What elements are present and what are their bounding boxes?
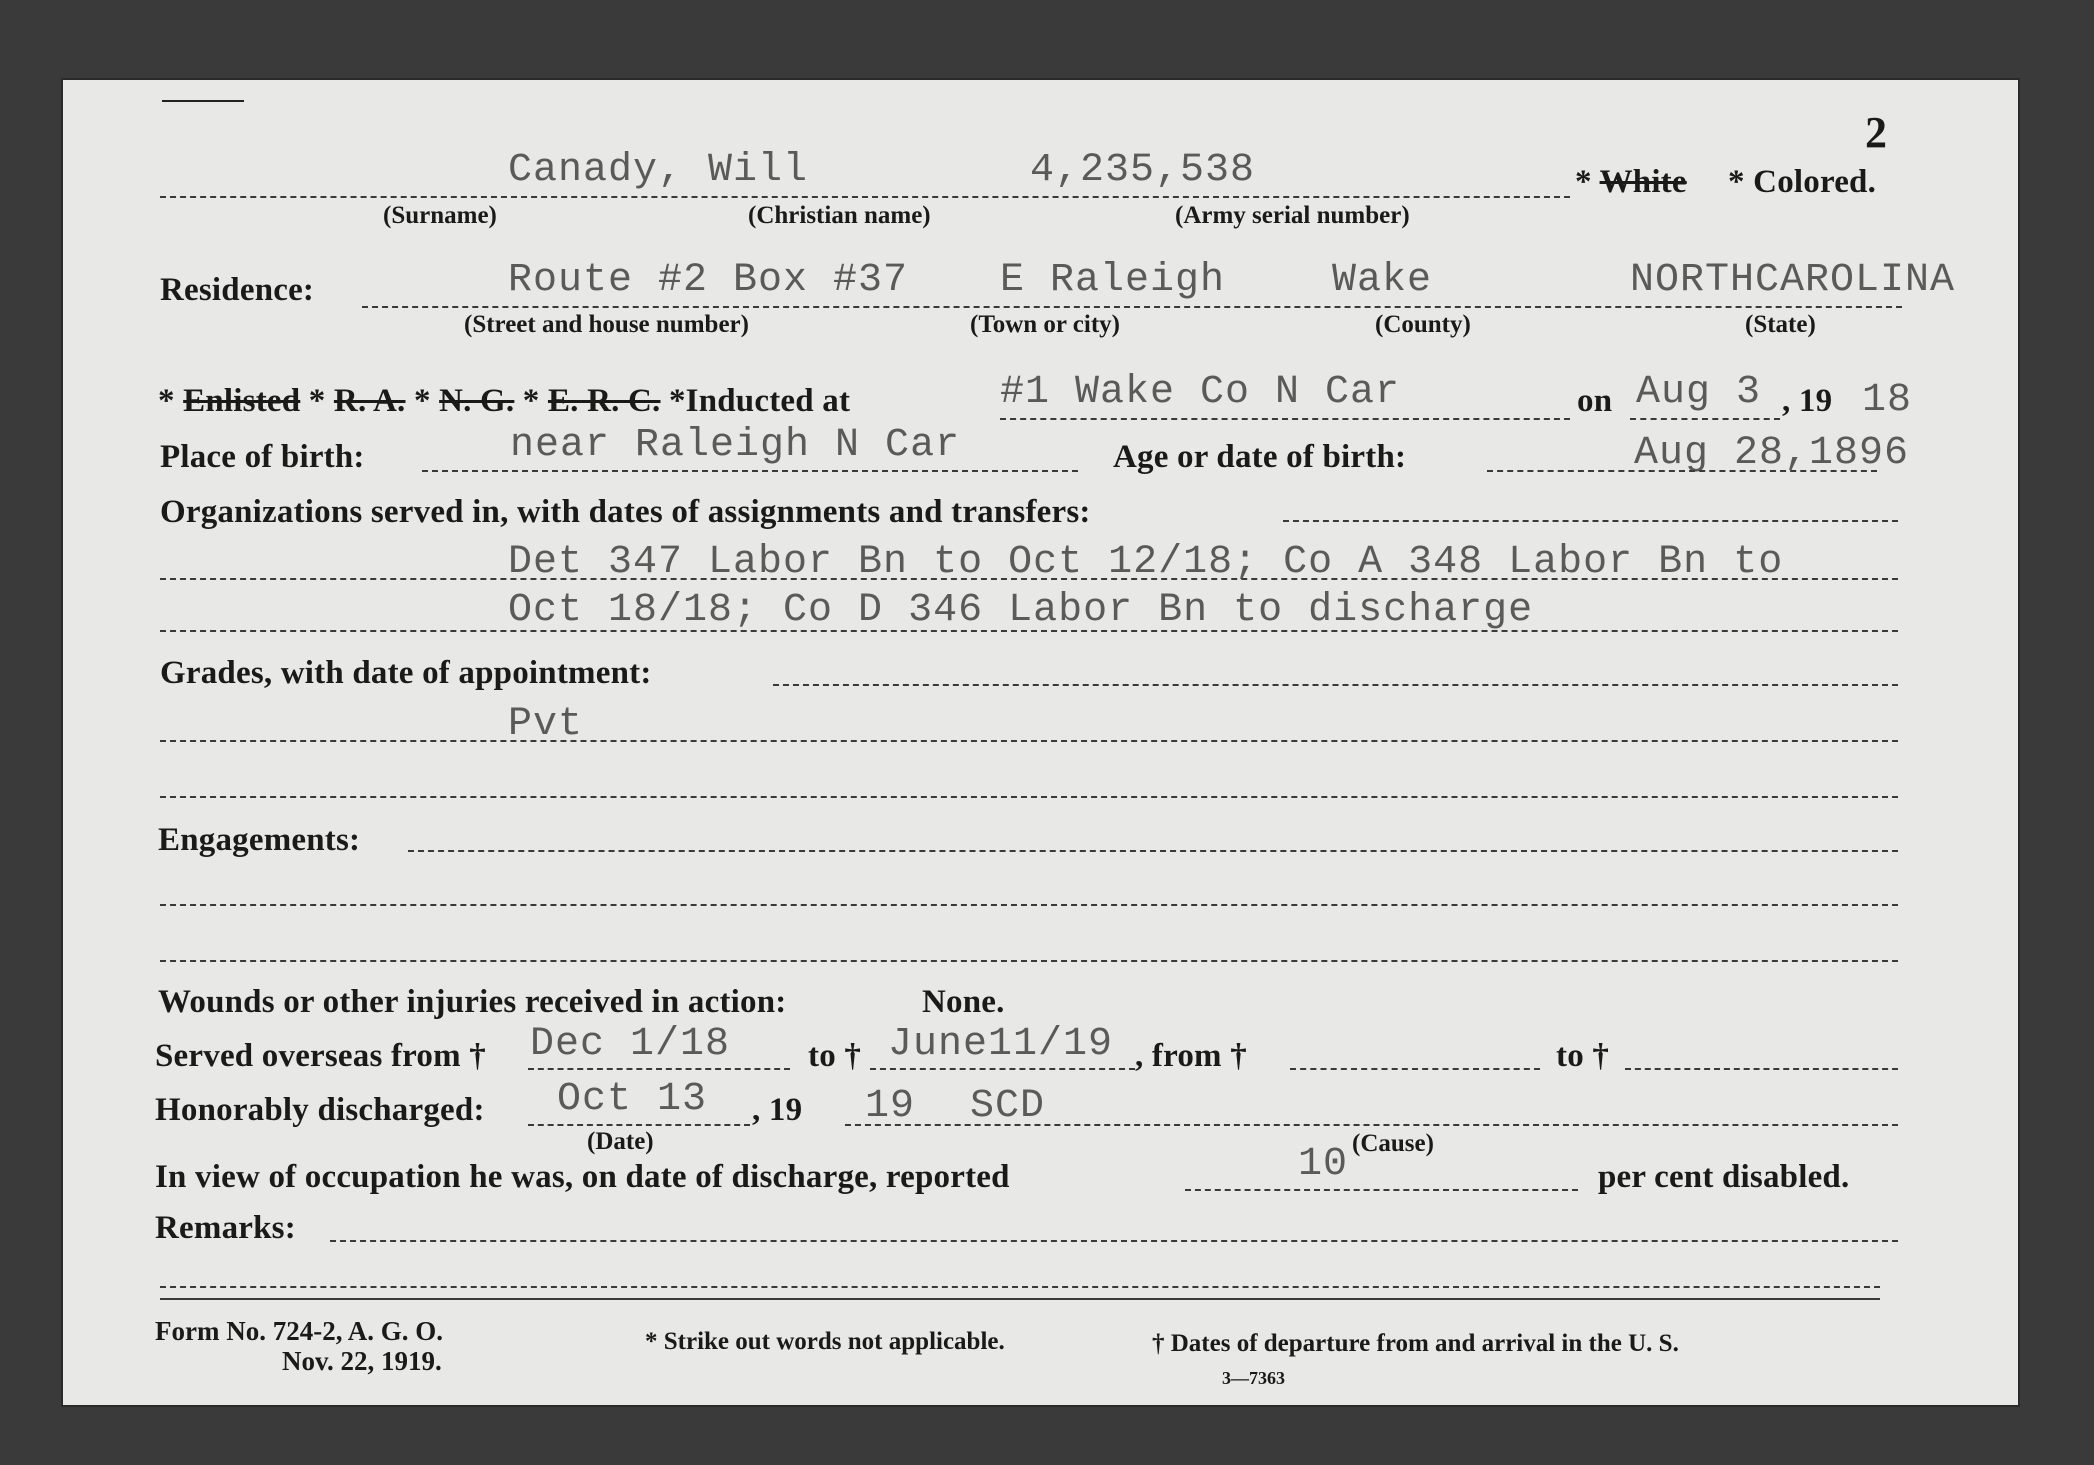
engagements-rule-1	[408, 850, 1898, 852]
street-caption: (Street and house number)	[464, 311, 749, 338]
discharge-date-caption: (Date)	[587, 1128, 654, 1155]
footer-divider	[160, 1298, 1880, 1300]
surname-caption: (Surname)	[383, 202, 497, 229]
disability-rule	[1185, 1189, 1578, 1191]
disability-suffix: per cent disabled.	[1598, 1159, 1850, 1195]
grade-value: Pvt	[508, 702, 584, 747]
town-caption: (Town or city)	[970, 311, 1120, 338]
engagements-label: Engagements:	[158, 822, 361, 858]
date-of-birth-rule	[1487, 470, 1877, 472]
corner-rule	[162, 100, 244, 102]
residence-label: Residence:	[160, 272, 315, 308]
inducted-at-rule	[1000, 418, 1570, 420]
christian-name-caption: (Christian name)	[748, 202, 931, 229]
organizations-line-2: Oct 18/18; Co D 346 Labor Bn to discharge	[508, 588, 1534, 633]
serial-number-value: 4,235,538	[1030, 148, 1256, 193]
race-colored-option: * Colored.	[1728, 164, 1877, 200]
date-of-birth-value: Aug 28,1896	[1634, 431, 1910, 476]
wounds-value: None.	[922, 984, 1005, 1020]
discharge-cause-value: SCD	[970, 1084, 1046, 1129]
residence-street-value: Route #2 Box #37	[508, 258, 909, 303]
residence-rule	[362, 306, 1902, 308]
name-rule	[160, 196, 1570, 198]
page-number: 2	[1865, 108, 1887, 157]
overseas-to-2-label: to †	[1556, 1038, 1610, 1074]
grades-label: Grades, with date of appointment:	[160, 655, 652, 691]
grades-rule-3	[160, 796, 1898, 798]
date-of-birth-label: Age or date of birth:	[1113, 439, 1407, 475]
wounds-label: Wounds or other injuries received in action:	[158, 984, 787, 1020]
inducted-year-prefix: , 19	[1782, 383, 1833, 419]
overseas-from-1-rule	[528, 1068, 790, 1070]
grades-rule-1	[773, 684, 1898, 686]
inducted-at-value: #1 Wake Co N Car	[1000, 370, 1401, 415]
residence-state-value: NORTHCAROLINA	[1630, 258, 1956, 303]
overseas-to-1-rule	[870, 1068, 1135, 1070]
place-of-birth-value: near Raleigh N Car	[510, 423, 961, 468]
honorably-discharged-label: Honorably discharged:	[155, 1092, 485, 1128]
engagements-rule-3	[160, 960, 1898, 962]
residence-town-value: E Raleigh	[1000, 258, 1226, 303]
inducted-on-rule	[1630, 418, 1780, 420]
served-overseas-label: Served overseas from †	[155, 1038, 486, 1074]
grades-rule-2	[160, 740, 1898, 742]
remarks-label: Remarks:	[155, 1210, 296, 1246]
remarks-rule-2	[160, 1286, 1880, 1288]
disability-label: In view of occupation he was, on date of discharge, reported	[155, 1159, 1010, 1195]
organizations-line-1: Det 347 Labor Bn to Oct 12/18; Co A 348 Labor Bn to	[508, 540, 1784, 585]
organizations-rule-1	[1283, 520, 1898, 522]
overseas-from-2-rule	[1290, 1068, 1540, 1070]
print-code: 3—7363	[1222, 1368, 1285, 1388]
inducted-on-label: on	[1577, 383, 1613, 419]
enlistment-type-line: * Enlisted * R. A. * N. G. * E. R. C. *Inducted at	[158, 383, 851, 419]
overseas-to-1-value: June11/19	[888, 1022, 1114, 1067]
organizations-rule-2	[160, 578, 1898, 580]
strike-out-note: * Strike out words not applicable.	[645, 1328, 1005, 1355]
remarks-rule-1	[330, 1240, 1898, 1242]
discharge-cause-rule	[845, 1124, 1898, 1126]
overseas-to-2-rule	[1625, 1068, 1898, 1070]
state-caption: (State)	[1745, 311, 1816, 338]
discharge-year-value: 19	[865, 1084, 916, 1129]
overseas-from-2-label: , from †	[1135, 1038, 1247, 1074]
discharge-year-prefix: , 19	[752, 1092, 803, 1128]
form-number: Form No. 724-2, A. G. O.	[155, 1316, 443, 1346]
overseas-to-1-label: to †	[808, 1038, 862, 1074]
place-of-birth-rule	[422, 470, 1078, 472]
surname-value: Canady, Will	[508, 148, 809, 193]
race-white-option: * White	[1575, 164, 1687, 200]
inducted-on-value: Aug 3	[1636, 370, 1762, 415]
discharge-date-value: Oct 13	[557, 1077, 708, 1122]
discharge-date-rule	[528, 1124, 750, 1126]
discharge-cause-caption: (Cause)	[1352, 1130, 1434, 1157]
inducted-year-value: 18	[1862, 378, 1913, 423]
residence-county-value: Wake	[1332, 258, 1433, 303]
overseas-from-1-value: Dec 1/18	[530, 1022, 731, 1067]
serial-number-caption: (Army serial number)	[1175, 202, 1410, 229]
organizations-rule-3	[160, 630, 1898, 632]
place-of-birth-label: Place of birth:	[160, 439, 365, 475]
disability-percent-value: 10	[1298, 1142, 1349, 1187]
engagements-rule-2	[160, 904, 1898, 906]
county-caption: (County)	[1375, 311, 1471, 338]
organizations-label: Organizations served in, with dates of assignments and transfers:	[160, 494, 1091, 530]
form-date: Nov. 22, 1919.	[282, 1346, 442, 1376]
dates-note: † Dates of departure from and arrival in the U. S.	[1152, 1330, 1679, 1357]
